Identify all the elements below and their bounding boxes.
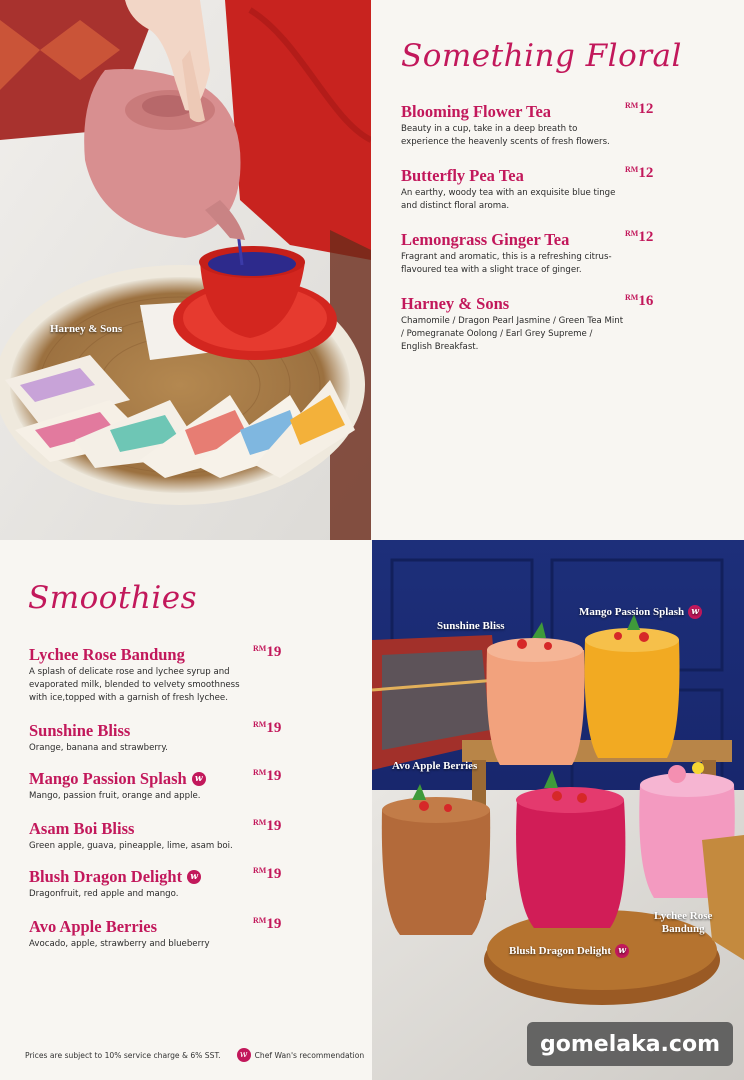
menu-item — [29, 867, 254, 901]
menu-item — [29, 917, 254, 951]
menu-item-description: An earthy, woody tea with an exquisite blue tinge and distinct floral aroma. — [401, 188, 616, 211]
price-amount: 19 — [266, 916, 282, 932]
menu-item-name — [29, 819, 254, 839]
smoothies-photo-illustration — [372, 540, 744, 1080]
menu-item-name — [401, 230, 626, 250]
smoothies-panel — [0, 540, 372, 1080]
menu-item-price — [625, 164, 653, 182]
price-amount: 12 — [638, 229, 654, 245]
price-amount: 19 — [266, 720, 282, 736]
price-currency: RM — [253, 644, 267, 653]
menu-item-name-text: Mango Passion Splash — [29, 769, 187, 788]
lychee-label-line1: Lychee Rose — [654, 910, 713, 922]
price-amount: 19 — [266, 866, 282, 882]
menu-item-price — [253, 865, 281, 883]
chef-recommendation-icon: w — [237, 1048, 251, 1062]
chef-recommendation-icon: w — [187, 870, 201, 884]
menu-item-name — [29, 645, 254, 665]
lychee-label-line2: Bandung — [661, 923, 705, 935]
menu-item-name-text: Blush Dragon Delight — [29, 867, 183, 886]
price-currency: RM — [625, 101, 639, 110]
menu-item-price — [253, 915, 281, 933]
menu-item-name — [401, 294, 626, 314]
price-amount: 12 — [638, 165, 654, 181]
menu-item-name-text: Lemongrass Ginger Tea — [401, 230, 570, 249]
price-amount: 16 — [638, 293, 654, 309]
mango-passion-label-text: Mango Passion Splash — [579, 606, 685, 618]
floral-panel — [371, 0, 744, 540]
service-charge-note: Prices are subject to 10% service charge & 6% SST. — [25, 1050, 221, 1060]
menu-item-price — [253, 817, 281, 835]
chef-recommendation-icon: w — [192, 772, 206, 786]
chef-recommendation-icon: w — [688, 605, 702, 619]
menu-item-name — [29, 721, 254, 741]
menu-item — [401, 294, 626, 354]
menu-item — [401, 230, 626, 277]
menu-item-name-text: Asam Boi Bliss — [29, 819, 135, 838]
menu-item — [29, 769, 254, 803]
tea-photo — [0, 0, 371, 540]
menu-item-description: Dragonfruit, red apple and mango. — [29, 889, 179, 899]
menu-item-name-text: Lychee Rose Bandung — [29, 645, 185, 664]
menu-item-description: Beauty in a cup, take in a deep breath to experience the heavenly scents of fresh flowers. — [401, 124, 610, 147]
tea-photo-illustration — [0, 0, 371, 540]
menu-item-price — [253, 767, 281, 785]
menu-item-price — [253, 719, 281, 737]
price-currency: RM — [253, 720, 267, 729]
menu-item-name-text: Avo Apple Berries — [29, 917, 158, 936]
menu-item-name — [29, 769, 254, 789]
floral-section-title: Something Floral — [401, 38, 682, 74]
price-currency: RM — [625, 293, 639, 302]
price-currency: RM — [625, 229, 639, 238]
menu-item-price — [625, 292, 653, 310]
harney-sons-photo-label: Harney & Sons — [50, 323, 123, 335]
menu-item-name — [29, 867, 254, 887]
menu-item-price — [253, 643, 281, 661]
blush-dragon-photo-label — [509, 944, 629, 958]
menu-item-description: Chamomile / Dragon Pearl Jasmine / Green Tea Mint / Pomegranate Oolong / Earl Grey Supreme / English Breakfast. — [401, 316, 624, 352]
menu-item-name — [401, 102, 626, 122]
menu-item-description: Green apple, guava, pineapple, lime, asam boi. — [29, 841, 233, 851]
menu-item-description: Avocado, apple, strawberry and blueberry — [29, 939, 210, 949]
smoothies-section-title: Smoothies — [28, 580, 198, 616]
price-amount: 19 — [266, 768, 282, 784]
price-currency: RM — [253, 866, 267, 875]
price-currency: RM — [253, 818, 267, 827]
menu-item-name-text: Harney & Sons — [401, 294, 510, 313]
watermark: gomelaka.com — [527, 1022, 733, 1066]
menu-item — [29, 819, 254, 853]
price-amount: 12 — [638, 101, 654, 117]
menu-item — [401, 102, 626, 149]
avo-apple-photo-label: Avo Apple Berries — [392, 760, 478, 772]
price-currency: RM — [253, 768, 267, 777]
menu-item-name — [29, 917, 254, 937]
price-amount: 19 — [266, 644, 282, 660]
menu-item — [401, 166, 626, 213]
chef-legend-text: Chef Wan's recommendation — [254, 1050, 365, 1060]
price-amount: 19 — [266, 818, 282, 834]
footer — [25, 1048, 364, 1062]
menu-item-name-text: Butterfly Pea Tea — [401, 166, 524, 185]
chef-legend — [237, 1048, 365, 1062]
price-currency: RM — [625, 165, 639, 174]
menu-item-description: Orange, banana and strawberry. — [29, 743, 168, 753]
menu-item-name-text: Blooming Flower Tea — [401, 102, 552, 121]
menu-item-description: Mango, passion fruit, orange and apple. — [29, 791, 201, 801]
blush-dragon-label-text: Blush Dragon Delight — [509, 945, 612, 957]
smoothies-photo — [372, 540, 744, 1080]
chef-recommendation-icon: w — [615, 944, 629, 958]
lychee-rose-photo-label — [654, 910, 712, 936]
mango-passion-photo-label — [579, 605, 702, 619]
menu-item-description: Fragrant and aromatic, this is a refreshing citrus-flavoured tea with a slight trace of ginger. — [401, 252, 612, 275]
menu-item-description: A splash of delicate rose and lychee syrup and evaporated milk, blended to velvety smoothness with ice,topped with a garnish of fresh lychee. — [29, 667, 240, 703]
menu-item-price — [625, 100, 653, 118]
menu-item-price — [625, 228, 653, 246]
menu-item-name-text: Sunshine Bliss — [29, 721, 131, 740]
menu-item — [29, 645, 254, 705]
price-currency: RM — [253, 916, 267, 925]
menu-item — [29, 721, 254, 755]
menu-item-name — [401, 166, 626, 186]
sunshine-bliss-photo-label: Sunshine Bliss — [437, 620, 505, 632]
